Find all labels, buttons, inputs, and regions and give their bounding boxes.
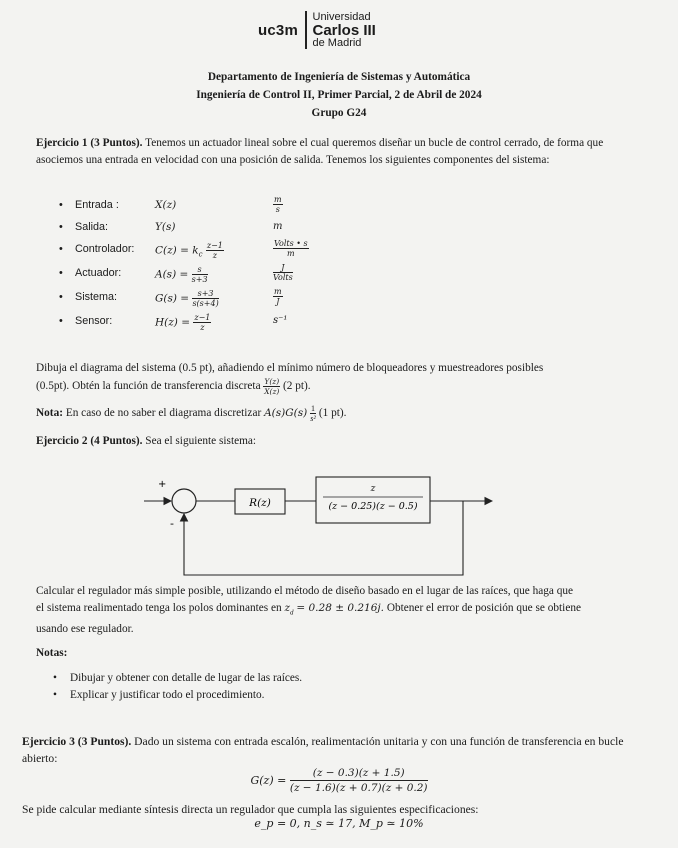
- ej1-intro: [36, 135, 646, 169]
- plant-denominator: (z − 0.25)(z − 0.5): [328, 501, 418, 512]
- header-group: Grupo G24: [311, 107, 367, 119]
- ej2-title: Ejercicio 2 (4 Puntos).: [36, 435, 143, 447]
- header-department: Departamento de Ingeniería de Sistemas y Automática: [207, 71, 471, 83]
- controller-label: R(z): [249, 497, 271, 509]
- list-item: • Explicar y justificar todo el procedimiento.: [48, 687, 302, 704]
- feedback-path: [184, 501, 463, 575]
- ej2-notes-label: Notas:: [36, 647, 68, 659]
- plant-numerator: z: [370, 484, 376, 494]
- plus-sign: +: [158, 479, 167, 490]
- ej2-intro: Ejercicio 2 (4 Puntos). Sea el siguiente sistema:: [36, 435, 257, 447]
- logo-line3: de Madrid: [312, 36, 362, 49]
- header-course: Ingeniería de Control II, Primer Parcial, 2 de Abril de 2024: [196, 89, 482, 101]
- ej3-intro: Ejercicio 3 (3 Puntos). Dado un sistema con entrada escalón, realimentación unitaria y con una función de transferencia en bucle abierto:: [22, 735, 624, 765]
- logo-divider: [305, 11, 307, 49]
- ej2-notes-list: [48, 670, 302, 704]
- list-item: • Dibujar y obtener con detalle de lugar de las raíces.: [48, 670, 302, 687]
- logo-short: uc3m: [258, 21, 298, 39]
- ej3-spec-intro: Se pide calcular mediante síntesis directa un regulador que cumpla las siguientes especificaciones:: [22, 803, 479, 816]
- ej3-specs: e_p = 0, n_s ≃ 17, M_p ≃ 10%: [254, 817, 424, 830]
- ej3-transfer-function: G(z) = $\frac{(z - 0.3)(z + 1.5)}{(z - 1.6)(z + 0.7)(z + 0.2)}$: [250, 767, 428, 794]
- exam-page: uc3m Universidad Carlos III de Madrid Departamento de Ingeniería de Sistemas y Automática Ingeniería de Control II, Primer Parcial, 2 de Abril de 2024 Grupo G24 Ejercicio 1 (3 Puntos). Tenemos un actuador lineal sobre el cual queremos diseñar un bucle de control cerrado, de forma que asociemos una entrada en velocidad con una posición de salida. Tenemos los siguientes componentes del sistema: • Entrada : X(z) $\frac{m}{s}$ • Salida: Y(s) m • Controlador: $C(z) = k_c$ $\frac{z-1}{z}$ $\frac{\text{Volts • s}}{m}$ • Actuador: A(s) = $\frac{s}{s+3}$ $\frac{J}{\text{Volts}}$ • Sistema: G(s) = $\frac{s+3}{s(s+4)}$ $\frac{m}{J}$ • Sensor: H(z) = $\frac{z-1}{z}$ s⁻¹ Dibuja el diagrama del sistema (0.5 pt), añadiendo el mínimo número de bloqueadores y muestreadores posibles (0.5pt). Obtén la función de transferencia discreta $\frac{Y(z)}{X(z)}$ (2 pt). Nota: En caso de no saber el diagrama discretizar A(s)G(s) $\frac{1}{\text{s²}}$ (1 pt). Ejercicio 2 (4 Puntos). Sea el siguiente sistema: + - R(z) z (z − 0.25)(z − 0.5) Calcular el regulador más simple posible, utilizando el método de diseño basado en el lugar de las raíces, que haga que el sistema realimentado tenga los polos dominantes en $z_d = 0.28 \pm 0.216j$. Obtener el error de posición que se obtiene usando ese regulador. Notas: • Dibujar y obtener con detalle de lugar de las raíces. • Explicar y justificar todo el procedimiento. Ejercicio 3 (3 Puntos). Dado un sistema con entrada escalón, realimentación unitaria y con una función de transferencia en bucle abierto: G(z) = $\frac{(z - 0.3)(z + 1.5)}{(z - 1.6)(z + 0.7)(z + 0.2)}$ Se pide calcular mediante síntesis directa un regulador que cumpla las siguientes especificaciones: e_p = 0, n_s ≃ 17, M_p ≃ 10%: [0, 0, 678, 848]
- logo-text: [313, 12, 376, 49]
- ej1-note: Nota: En caso de no saber el diagrama discretizar A(s)G(s) $\frac{1}{\text{s²}}$ (1 pt).: [36, 404, 347, 423]
- logo-line2: Carlos III: [312, 21, 376, 39]
- logo-line1: Universidad: [312, 10, 371, 23]
- ej2-text: Calcular el regulador más simple posible, utilizando el método de diseño basado en el lugar de las raíces, que haga que el sistema realimentado tenga los polos dominantes en $z_d = 0.28 \pm 0.216j$. Obtener el error de posición que se obtiene usando ese regulador.: [36, 585, 581, 636]
- minus-sign: -: [170, 517, 174, 530]
- exam-header: [0, 68, 678, 122]
- ej1-task: Dibuja el diagrama del sistema (0.5 pt), añadiendo el mínimo número de bloqueadores y muestreadores posibles (0.5pt). Obtén la función de transferencia discreta $\frac{Y(z)}{X(z)}$ (2 pt).: [36, 362, 544, 396]
- summing-junction: [172, 489, 196, 513]
- ej1-title: Ejercicio 1 (3 Puntos).: [36, 137, 143, 149]
- university-logo: [258, 6, 376, 54]
- ej3-title: Ejercicio 3 (3 Puntos).: [22, 735, 132, 748]
- block-diagram: [140, 472, 510, 582]
- ej1-intro-text: Tenemos un actuador lineal sobre el cual queremos diseñar un bucle de control cerrado, de forma que asociemos una entrada en velocidad con una posición de salida. Tenemos los siguientes componentes del sistema:: [36, 137, 604, 166]
